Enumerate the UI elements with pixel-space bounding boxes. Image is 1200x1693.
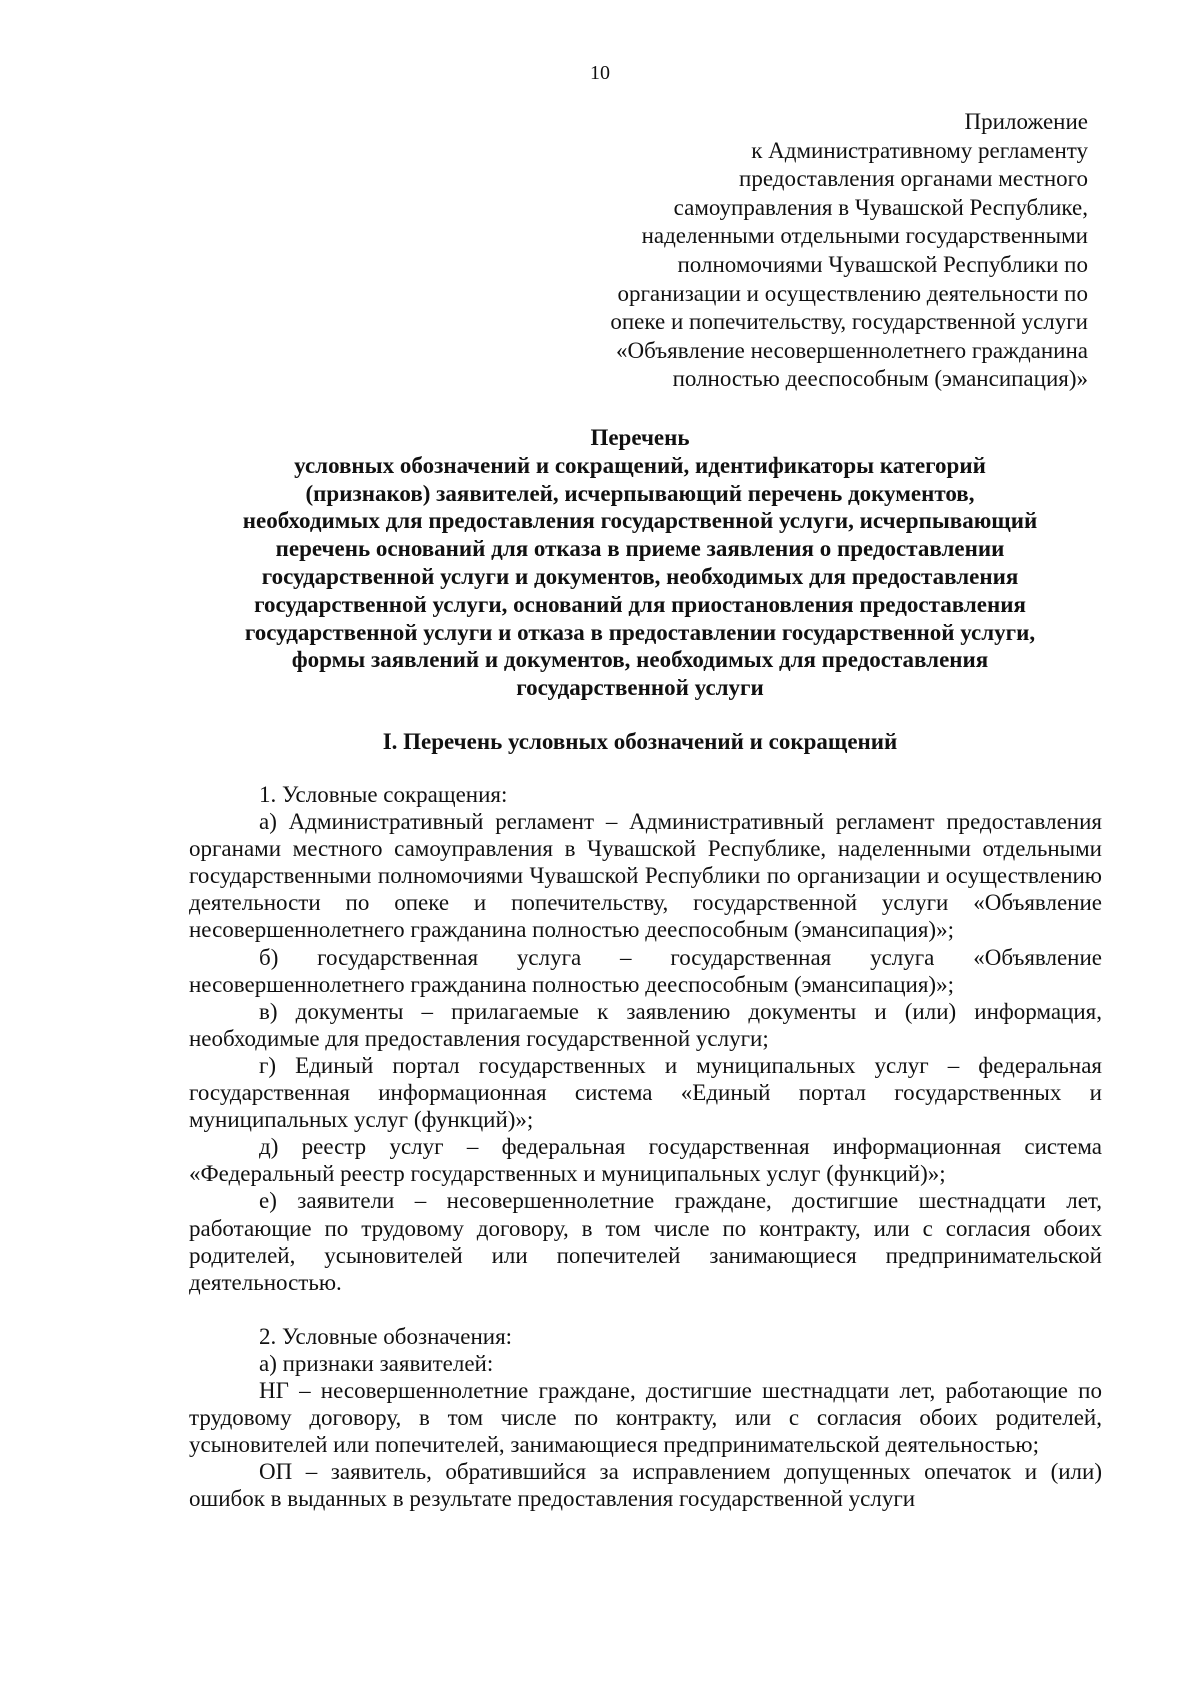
paragraph: б) государственная услуга – государственная услуга «Объявление несовершеннолетнего гражданина полностью дееспособным (эмансипация)»; — [189, 944, 1102, 997]
appendix-line: организации и осуществлению деятельности по — [617, 280, 1088, 306]
title-line: государственной услуги — [516, 675, 764, 701]
appendix-line: опеке и попечительству, государственной услуги — [610, 309, 1088, 335]
appendix-line: предоставления органами местного — [739, 166, 1088, 192]
paragraph: ОП – заявитель, обратившийся за исправлением допущенных опечаток и (или) ошибок в выданных в результате предоставления государственной услуги — [189, 1459, 1102, 1512]
title-line: Перечень — [590, 425, 690, 450]
body-text — [189, 781, 1102, 1512]
appendix-line: к Административному регламенту — [751, 137, 1088, 163]
appendix-line: «Объявление несовершеннолетнего гражданина — [616, 337, 1088, 363]
section-heading: I. Перечень условных обозначений и сокращений — [382, 729, 898, 754]
title-line: формы заявлений и документов, необходимых для предоставления — [291, 647, 989, 673]
appendix-line: самоуправления в Чувашской Республике, — [673, 194, 1088, 220]
title-line: условных обозначений и сокращений, идентификаторы категорий — [294, 452, 986, 478]
paragraph: а) Административный регламент – Административный регламент предоставления органами местного самоуправления в Чувашской Республике, наделенными отдельными государственными полномочиями Чувашской Республики по организации и осуществлению деятельности по опеке и попечительству, государственной услуги «Объявление несовершеннолетнего гражданина полностью дееспособным (эмансипация)»; — [189, 809, 1102, 943]
document-title — [180, 424, 1100, 702]
title-line: перечень оснований для отказа в приеме заявления о предоставлении — [275, 536, 1005, 562]
title-line: государственной услуги и документов, необходимых для предоставления — [261, 563, 1019, 589]
title-line: необходимых для предоставления государственной услуги, исчерпывающий — [242, 508, 1038, 534]
paragraph: е) заявители – несовершеннолетние граждане, достигшие шестнадцати лет, работающие по трудовому договору, в том числе по контракту, или с согласия обоих родителей, усыновителей или попечителей занимающиеся предпринимательской деятельностью. — [189, 1188, 1102, 1295]
paragraph: а) признаки заявителей: — [259, 1350, 494, 1376]
title-line: государственной услуги и отказа в предоставлении государственной услуги, — [244, 619, 1036, 645]
paragraph: в) документы – прилагаемые к заявлению документы и (или) информация, необходимые для предоставления государственной услуги; — [189, 998, 1102, 1051]
title-line: (признаков) заявителей, исчерпывающий перечень документов, — [305, 480, 975, 506]
paragraph: НГ – несовершеннолетние граждане, достигшие шестнадцати лет, работающие по трудовому договору, в том числе по контракту, или с согласия обоих родителей, усыновителей или попечителей, занимающиеся предпринимательской деятельностью; — [189, 1377, 1102, 1458]
appendix-line: полностью дееспособным (эмансипация)» — [672, 366, 1088, 392]
title-line: государственной услуги, оснований для приостановления предоставления — [254, 591, 1026, 617]
appendix-line: полномочиями Чувашской Республики по — [677, 251, 1088, 277]
paragraph: д) реестр услуг – федеральная государственная информационная система «Федеральный реестр государственных и муниципальных услуг (функций)»; — [189, 1134, 1102, 1187]
appendix-line: Приложение — [964, 109, 1088, 134]
paragraph: г) Единый портал государственных и муниципальных услуг – федеральная государственная информационная система «Единый портал государственных и муниципальных услуг (функций)»; — [189, 1052, 1102, 1133]
page-number: 10 — [590, 62, 610, 84]
paragraph: 2. Условные обозначения: — [259, 1323, 513, 1349]
paragraph: 1. Условные сокращения: — [259, 782, 508, 807]
appendix-reference — [528, 108, 1088, 394]
appendix-line: наделенными отдельными государственными — [641, 223, 1088, 249]
